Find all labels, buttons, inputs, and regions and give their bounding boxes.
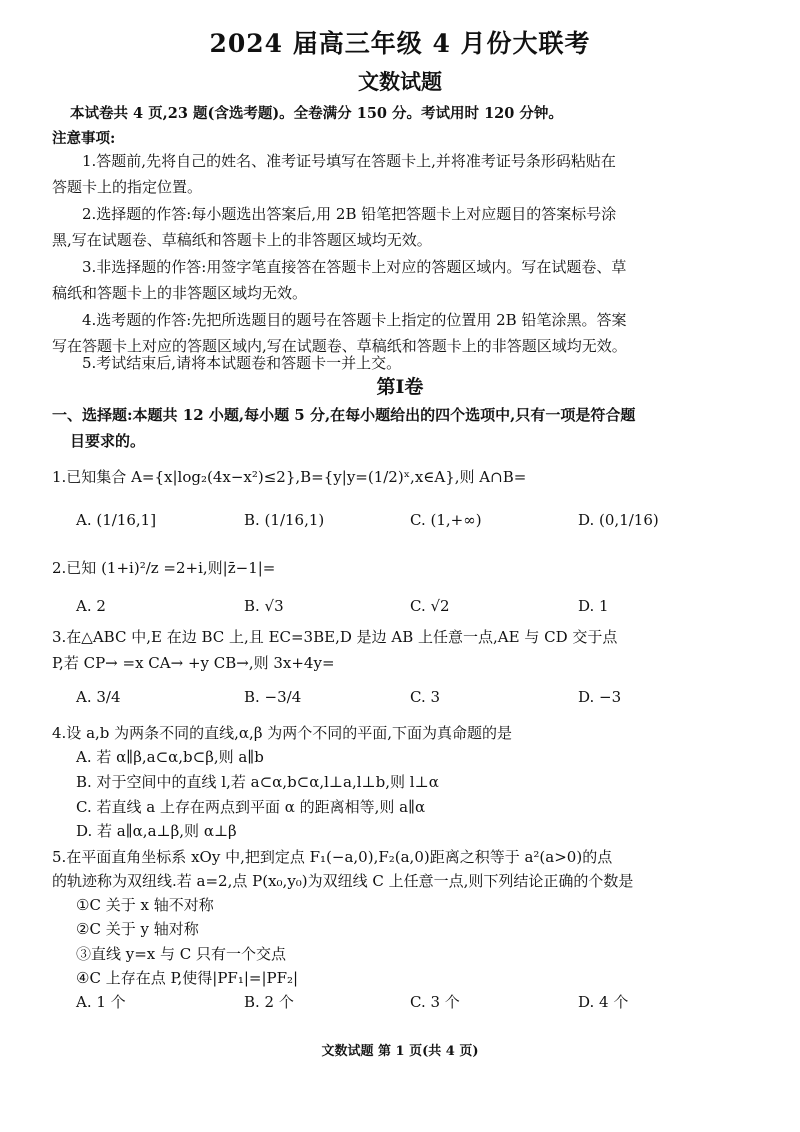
question-4-choice-d: D. 若 a∥α,a⊥β,则 α⊥β <box>76 822 237 840</box>
question-5-statement: ③直线 y=x 与 C 只有一个交点 <box>76 945 287 963</box>
note-line: 黑,写在试题卷、草稿纸和答题卡上的非答题区域均无效。 <box>52 231 432 249</box>
section-instruction: 目要求的。 <box>70 432 146 450</box>
note-line: 3.非选择题的作答:用签字笔直接答在答题卡上对应的答题区域内。写在试题卷、草 <box>82 258 627 276</box>
exam-intro: 本试卷共 4 页,23 题(含选考题)。全卷满分 150 分。考试用时 120 分钟。 <box>70 105 563 122</box>
section-title: 第Ⅰ卷 <box>376 376 424 398</box>
question-3-stem: 3.在△ABC 中,E 在边 BC 上,且 EC=3BE,D 是边 AB 上任意一点,AE 与 CD 交于点 <box>52 628 618 646</box>
question-4-choice-a: A. 若 α∥β,a⊂α,b⊂β,则 a∥b <box>76 748 264 766</box>
question-4-choice-c: C. 若直线 a 上存在两点到平面 α 的距离相等,则 a∥α <box>76 798 426 816</box>
question-3-option-a: A. 3/4 <box>76 688 121 706</box>
question-2-stem: 2.已知 (1+i)²/z =2+i,则|z̄−1|= <box>52 559 276 577</box>
note-line: 1.答题前,先将自己的姓名、准考证号填写在答题卡上,并将准考证号条形码粘贴在 <box>82 152 616 170</box>
section-instruction: 一、选择题:本题共 12 小题,每小题 5 分,在每小题给出的四个选项中,只有一项是符合题 <box>52 406 636 424</box>
question-3-stem: P,若 CP→ =x CA→ +y CB→,则 3x+4y= <box>52 654 335 672</box>
question-5-statement: ①C 关于 x 轴不对称 <box>76 896 214 914</box>
question-3-option-b: B. −3/4 <box>244 688 302 706</box>
question-1-option-a: A. (1/16,1] <box>76 511 157 529</box>
question-3-option-c: C. 3 <box>410 688 441 706</box>
question-5-stem: 5.在平面直角坐标系 xOy 中,把到定点 F₁(−a,0),F₂(a,0)距离之积等于 a²(a>0)的点 <box>52 848 613 866</box>
question-5-statement: ②C 关于 y 轴对称 <box>76 920 199 938</box>
exam-title: 2024 届高三年级 4 月份大联考 <box>209 29 591 58</box>
notes-heading: 注意事项: <box>52 130 116 147</box>
note-line: 5.考试结束后,请将本试题卷和答题卡一并上交。 <box>82 354 402 372</box>
question-4-choice-b: B. 对于空间中的直线 l,若 a⊂α,b⊂α,l⊥a,l⊥b,则 l⊥α <box>76 773 439 791</box>
question-2-option-c: C. √2 <box>410 597 450 615</box>
question-1-option-b: B. (1/16,1) <box>244 511 325 529</box>
question-5-option-c: C. 3 个 <box>410 993 460 1011</box>
question-1-stem: 1.已知集合 A={x|log₂(4x−x²)≤2},B={y|y=(1/2)ˣ,x∈A},则 A∩B= <box>52 468 527 486</box>
question-5-stem: 的轨迹称为双纽线.若 a=2,点 P(x₀,y₀)为双纽线 C 上任意一点,则下列结论正确的个数是 <box>52 872 634 890</box>
question-5-option-d: D. 4 个 <box>578 993 629 1011</box>
note-line: 2.选择题的作答:每小题选出答案后,用 2B 铅笔把答题卡上对应题目的答案标号涂 <box>82 205 617 223</box>
note-line: 答题卡上的指定位置。 <box>52 178 203 196</box>
question-3-option-d: D. −3 <box>578 688 622 706</box>
question-4-stem: 4.设 a,b 为两条不同的直线,α,β 为两个不同的平面,下面为真命题的是 <box>52 724 513 742</box>
note-line: 4.选考题的作答:先把所选题目的题号在答题卡上指定的位置用 2B 铅笔涂黑。答案 <box>82 311 627 329</box>
page-footer: 文数试题 第 1 页(共 4 页) <box>321 1044 479 1059</box>
note-line: 写在答题卡上对应的答题区域内,写在试题卷、草稿纸和答题卡上的非答题区域均无效。 <box>52 337 627 355</box>
question-5-option-b: B. 2 个 <box>244 993 294 1011</box>
question-1-option-d: D. (0,1/16) <box>578 511 659 529</box>
question-5-statement: ④C 上存在点 P,使得|PF₁|=|PF₂| <box>76 969 299 987</box>
note-line: 稿纸和答题卡上的非答题区域均无效。 <box>52 284 308 302</box>
question-2-option-b: B. √3 <box>244 597 284 615</box>
question-1-option-c: C. (1,+∞) <box>410 511 482 529</box>
question-5-option-a: A. 1 个 <box>76 993 126 1011</box>
question-2-option-d: D. 1 <box>578 597 609 615</box>
exam-subtitle: 文数试题 <box>358 69 442 94</box>
question-2-option-a: A. 2 <box>76 597 106 615</box>
